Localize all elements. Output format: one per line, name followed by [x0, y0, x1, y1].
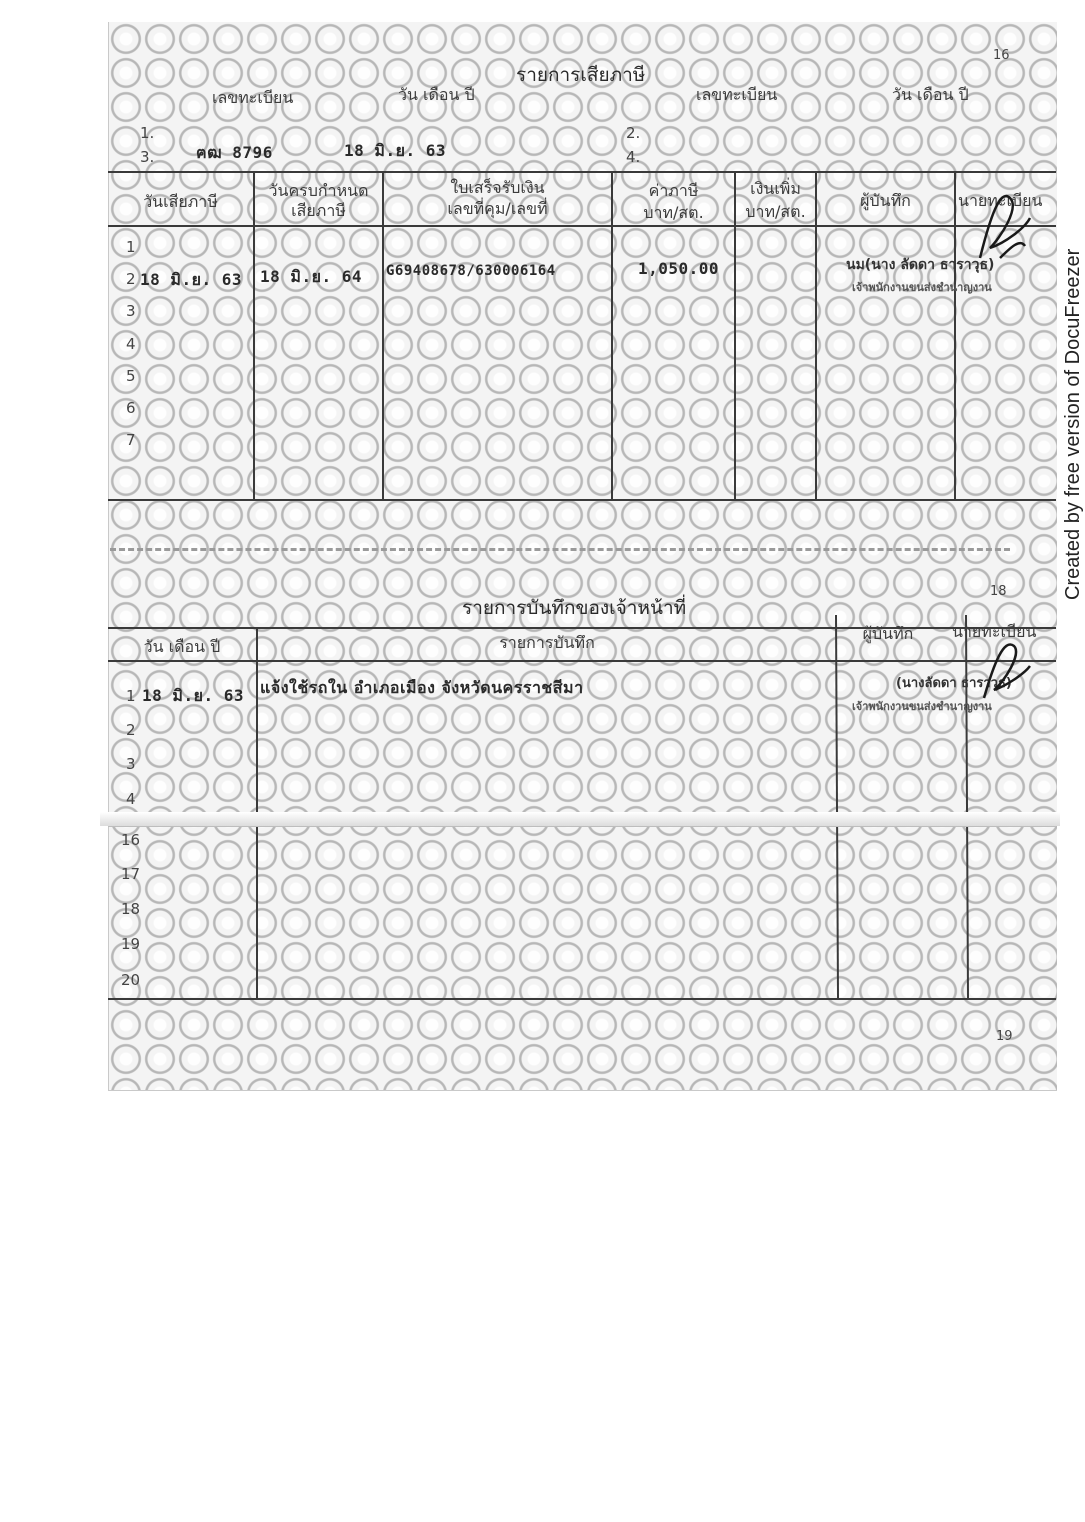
tax-col-divider	[954, 172, 956, 500]
col-recorder: ผู้บันทึก	[860, 191, 911, 210]
page-overlap-line	[108, 826, 1056, 827]
record-text: แจ้งใช้รถใน อำเภอเมือง จังหวัดนครราชสีมา	[260, 678, 584, 697]
reg-row-4: 4.	[626, 148, 641, 166]
record-table-bottom-line	[108, 998, 1056, 1000]
tax-row-number: 1	[126, 238, 136, 256]
tax-recorder-title: เจ้าพนักงานขนส่งชำนาญงาน	[852, 281, 992, 294]
reg-header-1: เลขทะเบียน	[212, 88, 294, 107]
col-record-text: รายการบันทึก	[499, 633, 595, 652]
tax-receipt-number: G69408678/630006164	[386, 263, 556, 279]
registration-date: 18 มิ.ย. 63	[344, 141, 446, 160]
reg-row-1: 1.	[140, 124, 155, 142]
tax-table-header-line	[108, 225, 1056, 227]
plate-number: ฅฒ 8796	[196, 143, 273, 162]
tax-col-divider	[253, 172, 255, 500]
col-tax-line2: บาท/สต.	[643, 203, 704, 222]
tax-row-number: 4	[126, 335, 136, 353]
col-receipt-line2: เลขที่คุม/เลขที่	[447, 199, 548, 218]
col-tax-line1: ค่าภาษี	[648, 181, 699, 200]
col-record-recorder: ผู้บันทึก	[862, 624, 914, 643]
tax-section-title: รายการเสียภาษี	[516, 64, 646, 86]
tax-col-divider	[382, 172, 384, 500]
registrar-signature	[970, 178, 1040, 268]
col-record-registrar: นายทะเบียน	[952, 622, 1037, 641]
tax-row-number: 3	[126, 302, 136, 320]
record-row-number: 19	[121, 935, 141, 953]
record-row-number: 17	[121, 865, 141, 883]
record-table-header-line	[108, 660, 1056, 662]
record-section-title: รายการบันทึกของเจ้าหน้าที่	[462, 597, 687, 619]
tax-col-divider	[815, 172, 817, 500]
tax-row-number: 7	[126, 431, 136, 449]
col-due-date-line1: วันครบกำหนด	[268, 181, 369, 200]
tax-table-bottom-line	[108, 499, 1056, 501]
record-row-number: 16	[121, 831, 141, 849]
record-row-number: 3	[126, 755, 136, 773]
page-number-16: 16	[993, 48, 1010, 63]
tax-due-date: 18 มิ.ย. 64	[260, 267, 362, 286]
col-due-date-line2: เสียภาษี	[291, 201, 346, 220]
docufreezer-watermark: Created by free version of DocuFreezer	[1062, 248, 1084, 600]
section-perforation	[110, 548, 1010, 551]
record-row-number: 1	[126, 687, 136, 705]
date-header-1: วัน เดือน ปี	[398, 85, 475, 104]
reg-header-2: เลขทะเบียน	[696, 85, 778, 104]
reg-row-2: 2.	[626, 124, 641, 142]
page-number-18: 18	[990, 584, 1007, 599]
col-record-date: วัน เดือน ปี	[143, 637, 221, 656]
col-extra-line2: บาท/สต.	[745, 202, 806, 221]
tax-amount: 1,050.00	[638, 259, 720, 278]
col-paid-date: วันเสียภาษี	[143, 192, 218, 211]
col-extra-line1: เงินเพิ่ม	[750, 179, 801, 198]
reg-row-3: 3.	[140, 148, 155, 166]
tax-row-number: 5	[126, 367, 136, 385]
tax-paid-date: 18 มิ.ย. 63	[140, 270, 242, 289]
record-date: 18 มิ.ย. 63	[142, 686, 244, 705]
date-header-2: วัน เดือน ปี	[892, 85, 969, 104]
record-recorder-title: เจ้าพนักงานขนส่งชำนาญงาน	[852, 700, 992, 713]
col-receipt-line1: ใบเสร็จรับเงิน	[450, 178, 545, 197]
col-registrar: นายทะเบียน	[958, 191, 1043, 210]
tax-row-number: 6	[126, 399, 136, 417]
record-row-number: 2	[126, 721, 136, 739]
tax-row-number: 2	[126, 270, 136, 288]
record-recorder-name: (นางลัดดา ธาราวุธ)	[896, 676, 1012, 691]
record-row-number: 20	[121, 971, 141, 989]
tax-recorder-name: นม(นาง ลัดดา ธาราวุธ)	[846, 257, 995, 273]
record-row-number: 4	[126, 790, 136, 808]
page-overlap-edge	[100, 812, 1060, 826]
registrar-signature	[976, 628, 1036, 708]
tax-table-top-line	[108, 171, 1056, 173]
record-row-number: 18	[121, 900, 141, 918]
page-number-19: 19	[996, 1029, 1013, 1044]
